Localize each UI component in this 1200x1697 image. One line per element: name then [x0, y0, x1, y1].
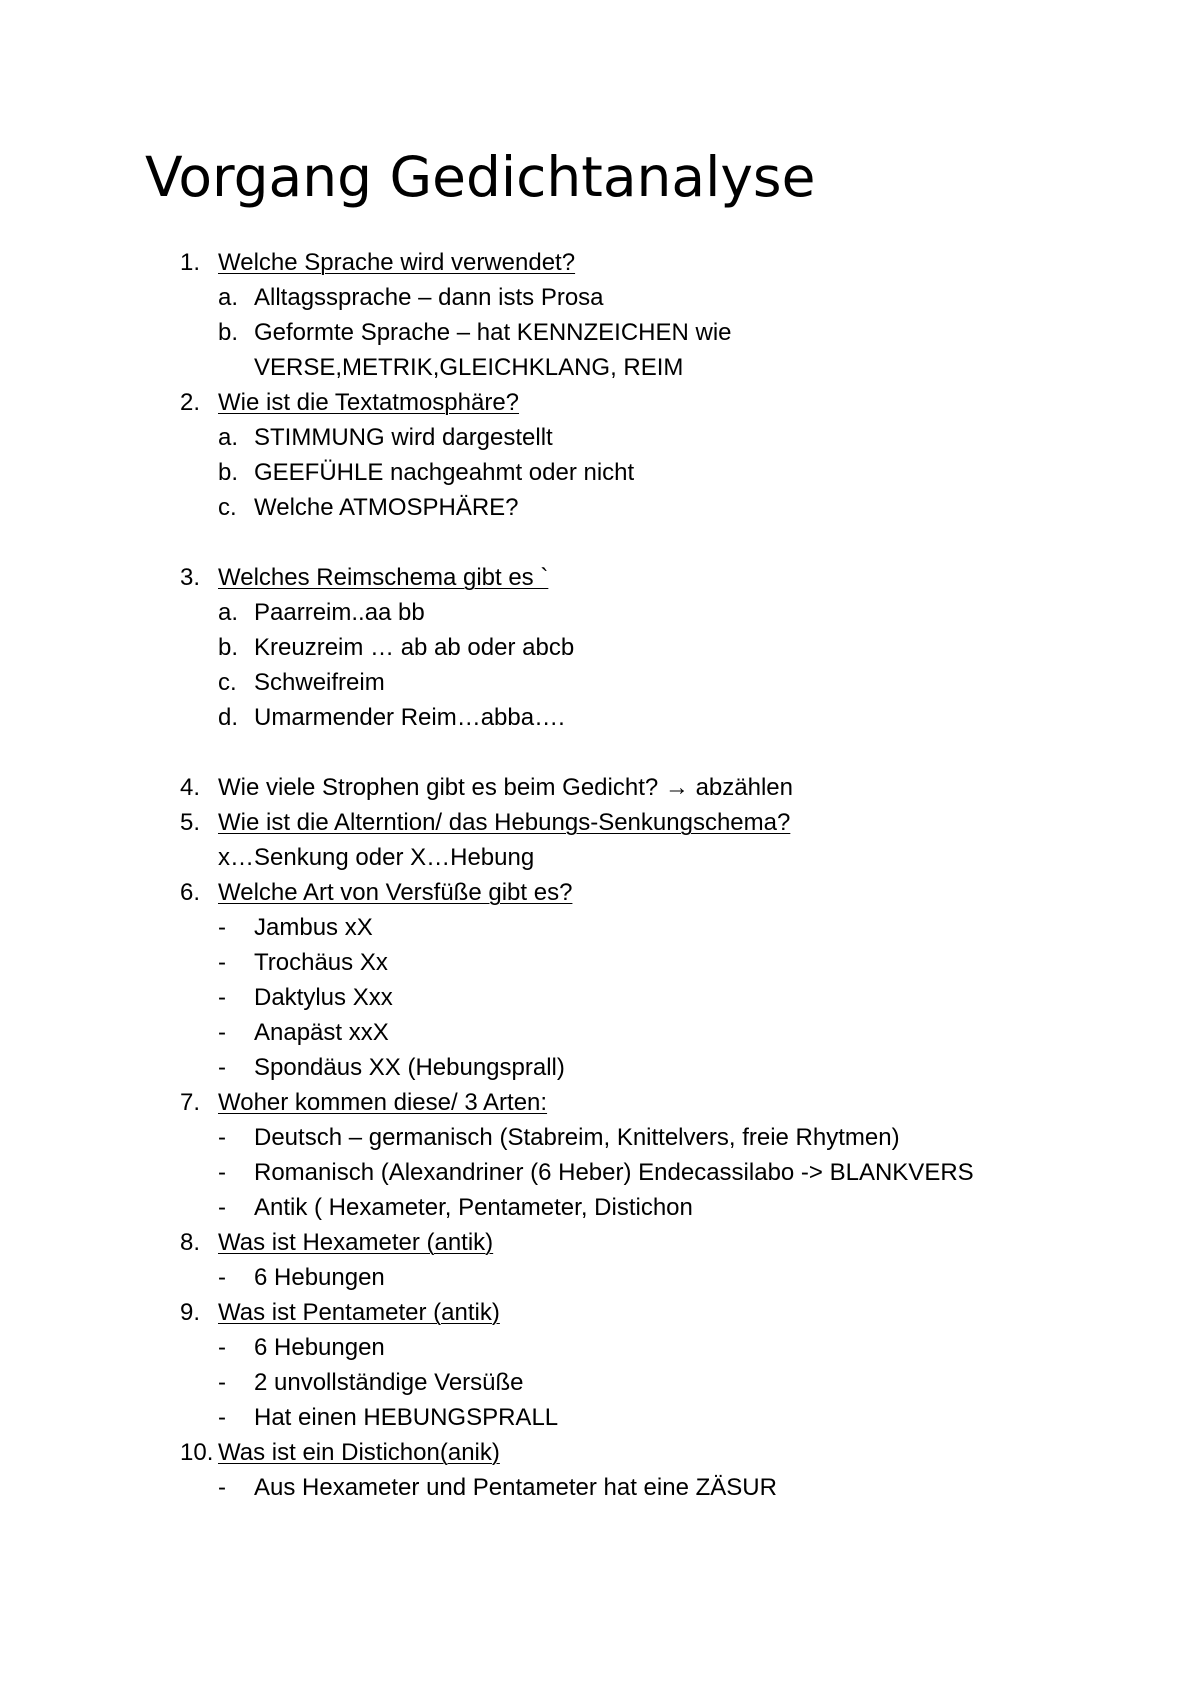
list-item [0, 420, 1200, 455]
item-marker: - [218, 1334, 226, 1361]
question-8 [0, 1225, 1200, 1260]
item-text: Spondäus XX (Hebungsprall) [254, 1054, 565, 1081]
item-text: Anapäst xxX [254, 1019, 389, 1046]
question-list [0, 245, 1200, 1505]
question-7 [0, 1085, 1200, 1120]
item-marker: - [218, 1124, 226, 1151]
item-marker: c. [218, 494, 237, 521]
item-text: Umarmender Reim…abba…. [254, 704, 565, 731]
item-text: Welche ATMOSPHÄRE? [254, 494, 519, 521]
item-marker: - [218, 1054, 226, 1081]
question-4 [0, 770, 1200, 805]
list-item [0, 315, 1200, 350]
list-item [0, 1400, 1200, 1435]
item-text: 6 Hebungen [254, 1334, 385, 1361]
item-marker: - [218, 1019, 226, 1046]
item-marker: a. [218, 599, 239, 626]
item-text: Schweifreim [254, 669, 385, 696]
item-text: Aus Hexameter und Pentameter hat eine ZÄSUR [254, 1474, 777, 1501]
question-9 [0, 1295, 1200, 1330]
question-continuation [0, 840, 1200, 875]
question-number: 1. [180, 249, 201, 276]
question-number: 3. [180, 564, 201, 591]
item-marker: a. [218, 284, 239, 311]
item-text: Antik ( Hexameter, Pentameter, Distichon [254, 1194, 693, 1221]
list-item [0, 1470, 1200, 1505]
list-item [0, 1260, 1200, 1295]
question-text: Welche Art von Versfüße gibt es? [218, 879, 573, 906]
list-item [0, 1155, 1200, 1190]
question-text: Was ist Hexameter (antik) [218, 1229, 494, 1256]
item-text: 6 Hebungen [254, 1264, 385, 1291]
list-item [0, 1015, 1200, 1050]
item-text: Geformte Sprache – hat KENNZEICHEN wie [254, 319, 732, 346]
question-number: 5. [180, 809, 201, 836]
item-text: Paarreim..aa bb [254, 599, 425, 626]
item-marker: c. [218, 669, 237, 696]
question-number: 8. [180, 1229, 201, 1256]
list-item [0, 1330, 1200, 1365]
question-number: 7. [180, 1089, 201, 1116]
question-number: 9. [180, 1299, 201, 1326]
item-marker: b. [218, 634, 239, 661]
item-text: Trochäus Xx [254, 949, 388, 976]
continuation-text: x…Senkung oder X…Hebung [218, 844, 535, 871]
item-marker: - [218, 1264, 226, 1291]
list-item [0, 700, 1200, 735]
item-text: GEEFÜHLE nachgeahmt oder nicht [254, 459, 635, 486]
item-marker: b. [218, 319, 239, 346]
blank-line [0, 735, 1200, 770]
item-text: Kreuzreim … ab ab oder abcb [254, 634, 575, 661]
item-marker: - [218, 914, 226, 941]
list-item [0, 1120, 1200, 1155]
item-marker: b. [218, 459, 239, 486]
list-item [0, 1365, 1200, 1400]
question-text: Wie viele Strophen gibt es beim Gedicht? → abzählen [218, 774, 793, 801]
question-2 [0, 385, 1200, 420]
question-6 [0, 875, 1200, 910]
item-text: Deutsch – germanisch (Stabreim, Knittelvers, freie Rhytmen) [254, 1124, 900, 1151]
list-item [0, 1190, 1200, 1225]
question-number: 4. [180, 774, 201, 801]
question-text: Welche Sprache wird verwendet? [218, 249, 576, 276]
item-marker: - [218, 1194, 226, 1221]
item-marker: - [218, 1159, 226, 1186]
item-text: Daktylus Xxx [254, 984, 393, 1011]
question-number: 2. [180, 389, 201, 416]
item-marker: - [218, 1369, 226, 1396]
question-text: Woher kommen diese/ 3 Arten: [218, 1089, 548, 1116]
page-title: Vorgang Gedichtanalyse [145, 145, 816, 209]
item-text: STIMMUNG wird dargestellt [254, 424, 553, 451]
question-text: Was ist ein Distichon(anik) [218, 1439, 500, 1466]
list-item-continuation [0, 350, 1200, 385]
item-text: Jambus xX [254, 914, 373, 941]
question-text: Wie ist die Alterntion/ das Hebungs-Senkungschema? [218, 809, 791, 836]
item-marker: - [218, 949, 226, 976]
item-marker: a. [218, 424, 239, 451]
list-item [0, 980, 1200, 1015]
question-3 [0, 560, 1200, 595]
item-marker: - [218, 1404, 226, 1431]
item-marker: - [218, 1474, 226, 1501]
question-number: 10. [180, 1439, 214, 1466]
list-item [0, 490, 1200, 525]
list-item [0, 945, 1200, 980]
item-text: VERSE,METRIK,GLEICHKLANG, REIM [254, 354, 684, 381]
blank-line [0, 525, 1200, 560]
question-5 [0, 805, 1200, 840]
list-item [0, 455, 1200, 490]
list-item [0, 280, 1200, 315]
question-text: Welches Reimschema gibt es ` [218, 564, 549, 591]
list-item [0, 910, 1200, 945]
question-10 [0, 1435, 1200, 1470]
list-item [0, 595, 1200, 630]
item-text: 2 unvollständige Versüße [254, 1369, 524, 1396]
item-marker: - [218, 984, 226, 1011]
item-marker: d. [218, 704, 239, 731]
item-text: Romanisch (Alexandriner (6 Heber) Endecassilabo -> BLANKVERS [254, 1159, 974, 1186]
list-item [0, 630, 1200, 665]
item-text: Alltagssprache – dann ists Prosa [254, 284, 604, 311]
item-text: Hat einen HEBUNGSPRALL [254, 1404, 559, 1431]
question-text: Was ist Pentameter (antik) [218, 1299, 500, 1326]
question-1 [0, 245, 1200, 280]
list-item [0, 1050, 1200, 1085]
question-text: Wie ist die Textatmosphäre? [218, 389, 520, 416]
question-number: 6. [180, 879, 201, 906]
list-item [0, 665, 1200, 700]
